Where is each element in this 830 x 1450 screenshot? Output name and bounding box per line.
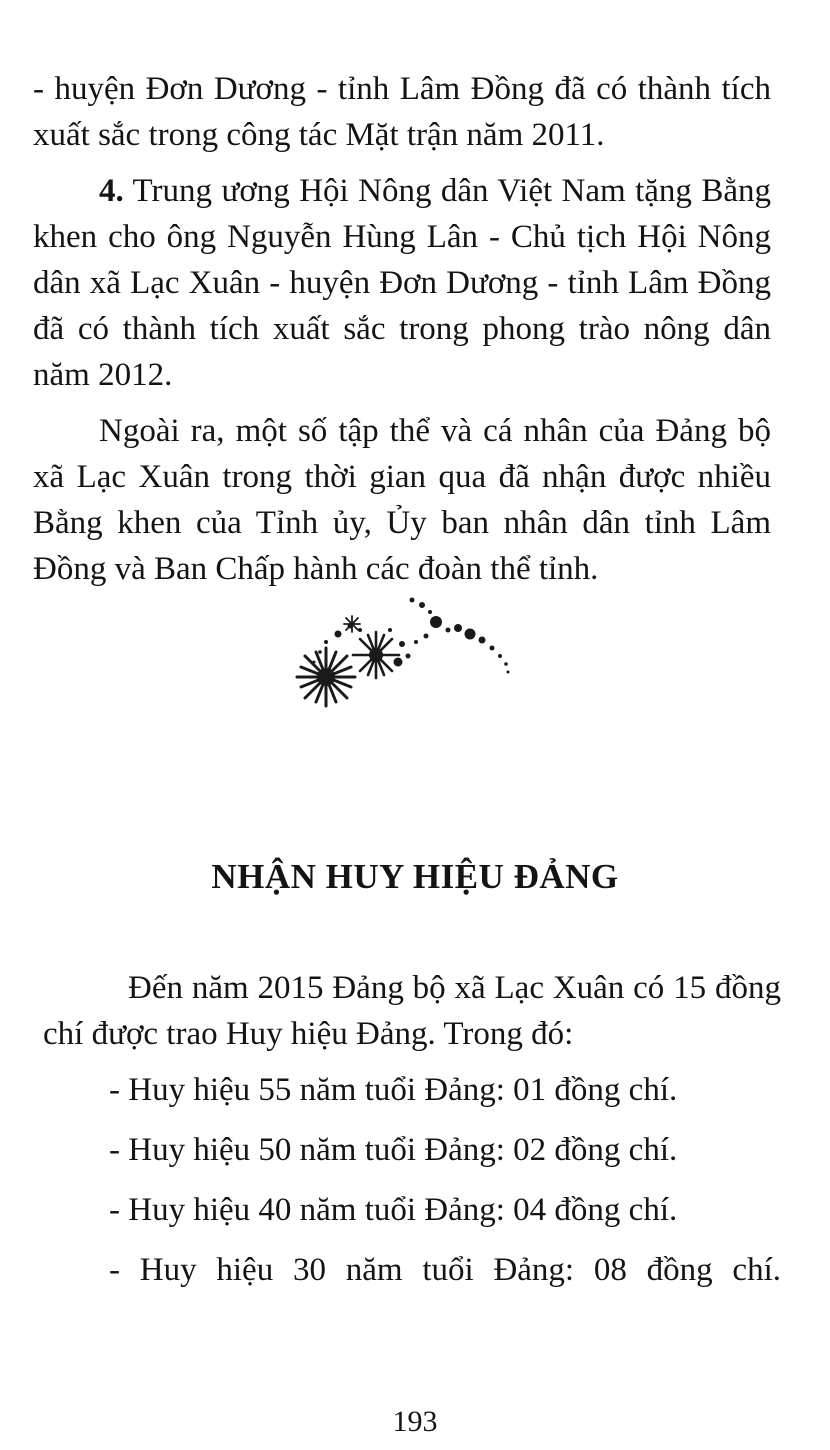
- badge-list: [43, 1067, 781, 1293]
- list-item: - Huy hiệu 55 năm tuổi Đảng: 01 đồng chí.: [109, 1072, 678, 1108]
- section-intro: Đến năm 2015 Đảng bộ xã Lạc Xuân có 15 đồng chí được trao Huy hiệu Đảng. Trong đó:: [43, 970, 781, 1052]
- section-heading: NHẬN HUY HIỆU ĐẢNG: [211, 857, 619, 896]
- paragraph-continuation: - huyện Đơn Dương - tỉnh Lâm Đồng đã có thành tích xuất sắc trong công tác Mặt trận năm 2011.: [33, 71, 771, 153]
- body-text-lower: [43, 965, 781, 1307]
- page-number: 193: [392, 1405, 438, 1438]
- list-item: - Huy hiệu 50 năm tuổi Đảng: 02 đồng chí.: [109, 1132, 678, 1168]
- paragraph-additional-awards: Ngoài ra, một số tập thể và cá nhân của Đảng bộ xã Lạc Xuân trong thời gian qua đã nhận được nhiều Bằng khen của Tỉnh ủy, Ủy ban nhân dân tỉnh Lâm Đồng và Ban Chấp hành các đoàn thể tỉnh.: [33, 413, 771, 587]
- starburst-dots-ornament-icon: [290, 590, 530, 715]
- item-4-text: Trung ương Hội Nông dân Việt Nam tặng Bằng khen cho ông Nguyễn Hùng Lân - Chủ tịch Hội Nông dân xã Lạc Xuân - huyện Đơn Dương - tỉnh Lâm Đồng đã có thành tích xuất sắc trong phong trào nông dân năm 2012.: [33, 173, 771, 393]
- list-item: - Huy hiệu 30 năm tuổi Đảng: 08 đồng chí.: [109, 1252, 781, 1288]
- paragraph-item-4: [33, 168, 771, 398]
- list-item: - Huy hiệu 40 năm tuổi Đảng: 04 đồng chí.: [109, 1192, 678, 1228]
- item-4-number: 4.: [99, 173, 124, 209]
- body-text-upper: [33, 66, 771, 592]
